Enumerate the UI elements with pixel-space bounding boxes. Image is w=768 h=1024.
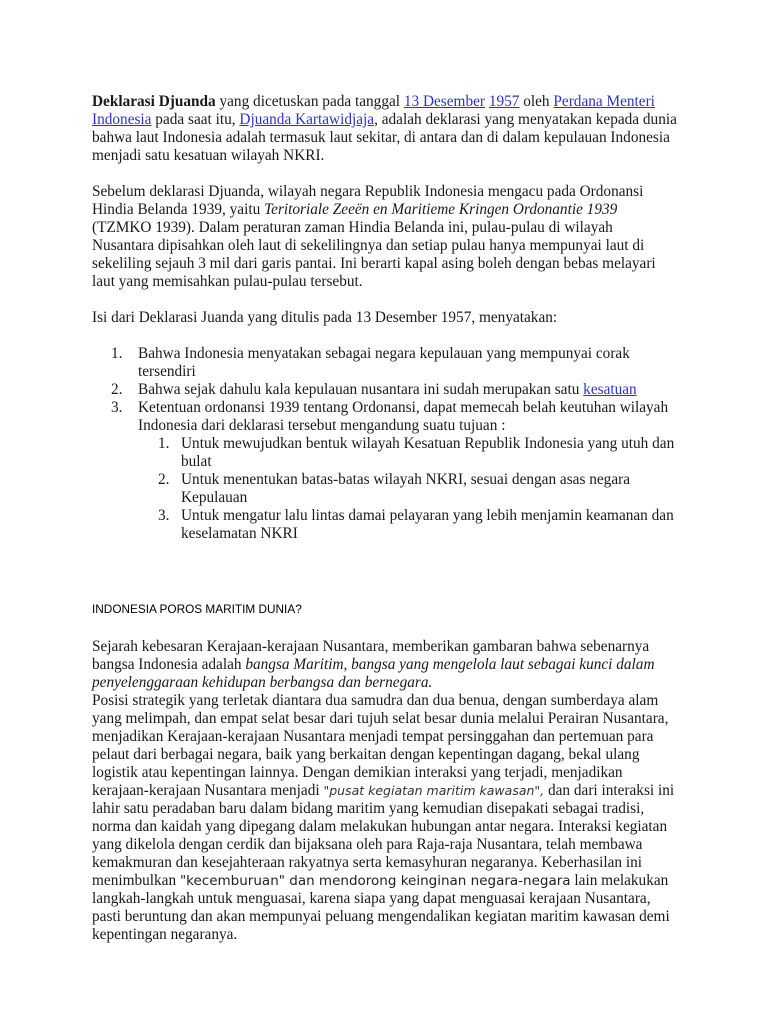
link-indonesia[interactable]: Indonesia: [92, 111, 152, 128]
list-text: Untuk mewujudkan bentuk wilayah Kesatuan Republik Indonesia yang utuh dan bulat: [181, 435, 675, 470]
text-span: oleh: [519, 93, 554, 110]
list-number: 3.: [111, 399, 123, 416]
sub-list-item: [92, 435, 677, 471]
text-span: yang dicetuskan pada tanggal: [215, 93, 404, 110]
quoted-phrase: "pusat kegiatan maritim kawasan",: [323, 783, 545, 798]
intro-paragraph: [92, 93, 677, 165]
list-number: 1.: [158, 435, 170, 452]
list-item: [92, 345, 677, 381]
list-text: Ketentuan ordonansi 1939 tentang Ordonansi, dapat memecah belah keutuhan wilayah Indonesia dari deklarasi tersebut mengandung suatu tujuan :: [138, 399, 669, 434]
list-number: 1.: [111, 345, 123, 362]
list-text: Bahwa sejak dahulu kala kepulauan nusantara ini sudah merupakan satu: [138, 381, 584, 398]
strategic-position-paragraph: [92, 692, 677, 944]
section-heading: INDONESIA POROS MARITIM DUNIA?: [92, 602, 302, 616]
text-span: lain melakukan langkah-langkah untuk menguasai, karena siapa yang dapat menguasai kerajaan Nusantara, pasti beruntung dan akan mempunyai peluang mengendalikan kegiatan maritim kawasan demi kepentingan negaranya.: [92, 872, 670, 943]
link-kesatuan[interactable]: kesatuan: [583, 381, 637, 398]
title-bold: Deklarasi Djuanda: [92, 93, 216, 110]
sub-list-item: [92, 507, 677, 543]
text-span: , adalah deklarasi yang menyatakan kepada dunia bahwa laut Indonesia adalah termasuk laut sekitar, di antara dan di dalam kepulauan Indonesia menjadi satu kesatuan wilayah NKRI.: [92, 111, 677, 164]
list-number: 3.: [158, 507, 170, 524]
list-number: 2.: [111, 381, 123, 398]
link-djuanda-kartawidjaja[interactable]: Djuanda Kartawidjaja: [239, 111, 375, 128]
text-span: (TZMKO 1939). Dalam peraturan zaman Hindia Belanda ini, pulau-pulau di wilayah Nusantara dipisahkan oleh laut di sekelilingnya dan setiap pulau hanya mempunyai laut di sekeliling sejauh 3 mil dari garis pantai. Ini berarti kapal asing boleh dengan bebas melayari laut yang memisahkan pulau-pulau tersebut.: [92, 219, 656, 290]
maritime-paragraph: [92, 638, 677, 692]
text-span: dan dari interaksi ini lahir satu peradaban baru dalam bidang maritim yang kemudian disepakati sebagai tradisi, norma dan kaidah yang dipegang dalam melakukan hubungan antar negara. Interaksi kegiatan yang dikelola dengan cerdik dan bijaksana oleh para Raja-raja Nusantara, telah membawa kemakmuran dan kesejahteraan rakyatnya serta kemasyhuran negaranya. Keberhasilan ini menimbulkan: [92, 782, 675, 889]
text-span: pada saat itu,: [151, 111, 240, 128]
sub-list: [92, 435, 677, 543]
history-paragraph: [92, 183, 677, 291]
declaration-list: [92, 345, 677, 543]
text-span: Sejarah kebesaran Kerajaan-kerajaan Nusantara, memberikan gambaran bahwa sebenarnya bangsa Indonesia adalah: [92, 638, 650, 673]
quoted-phrase-plain: "kecemburuan" dan mendorong keinginan negara-negara: [179, 873, 571, 889]
list-text: Untuk mengatur lalu lintas damai pelayaran yang lebih menjamin keamanan dan keselamatan NKRI: [181, 507, 674, 542]
link-1957[interactable]: 1957: [488, 93, 520, 110]
list-item: [92, 381, 677, 399]
italic-maritime-nation: bangsa Maritim, bangsa yang mengelola laut sebagai kunci dalam penyelenggaraan kehidupan berbangsa dan bernegara.: [92, 656, 655, 691]
link-13-desember[interactable]: 13 Desember: [403, 93, 485, 110]
sub-list-item: [92, 471, 677, 507]
text-span: Posisi strategik yang terletak diantara dua samudra dan dua benua, dengan sumberdaya alam yang melimpah, dan empat selat besar dari tujuh selat besar dunia melalui Perairan Nusantara, menjadikan Kerajaan-kerajaan Nusantara menjadi tempat persinggahan dan pertemuan para pelaut dari berbagai negara, baik yang berkaitan dengan kepentingan dagang, bekal ulang logistik atau kepentingan lainnya. Dengan demikian interaksi yang terjadi, menjadikan kerajaan-kerajaan Nusantara menjadi: [92, 692, 669, 799]
document-page: [92, 93, 677, 944]
list-item: [92, 399, 677, 543]
list-text: Untuk menentukan batas-batas wilayah NKRI, sesuai dengan asas negara Kepulauan: [181, 471, 630, 506]
content-intro: Isi dari Deklarasi Juanda yang ditulis pada 13 Desember 1957, menyatakan:: [92, 309, 558, 326]
italic-ordinance-title: Teritoriale Zeeën en Maritieme Kringen Ordonantie 1939: [264, 201, 618, 218]
text-span: Sebelum deklarasi Djuanda, wilayah negara Republik Indonesia mengacu pada Ordonansi Hindia Belanda 1939, yaitu: [92, 183, 644, 218]
list-number: 2.: [158, 471, 170, 488]
list-text: Bahwa Indonesia menyatakan sebagai negara kepulauan yang mempunyai corak tersendiri: [138, 345, 630, 380]
link-perdana-menteri[interactable]: Perdana Menteri: [553, 93, 655, 110]
